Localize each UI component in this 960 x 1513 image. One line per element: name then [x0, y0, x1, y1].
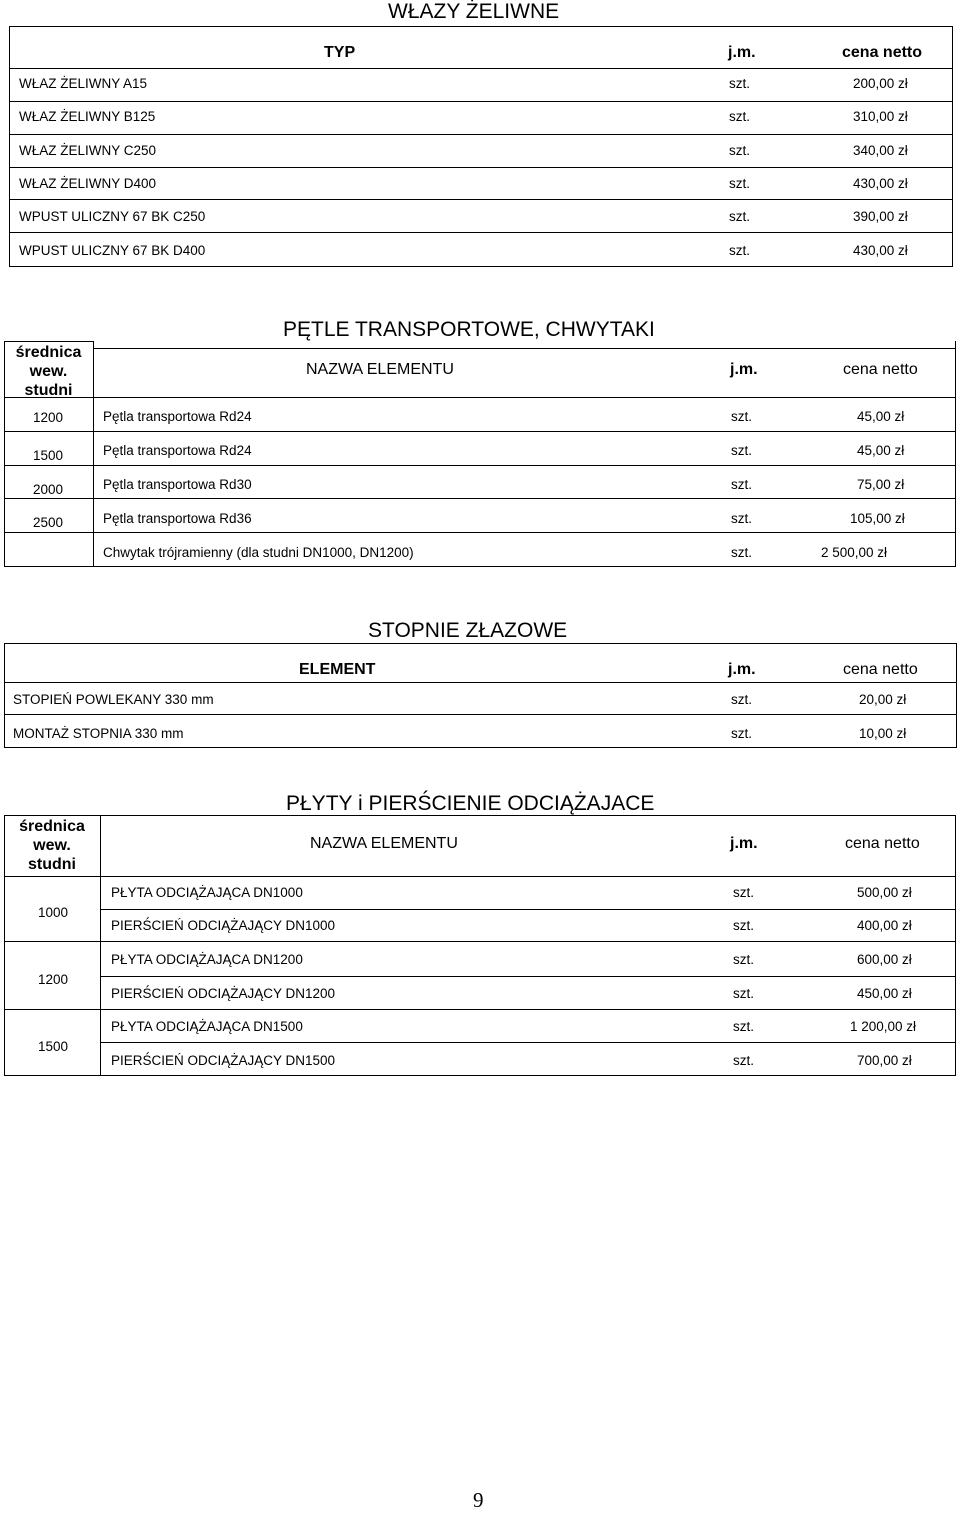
item-name: Pętla transportowa Rd24 [103, 409, 252, 424]
column-header-name: NAZWA ELEMENTU [310, 835, 458, 852]
column-header-unit: j.m. [730, 835, 758, 852]
item-price: 450,00 zł [857, 986, 912, 1001]
item-name: STOPIEŃ POWLEKANY 330 mm [13, 692, 214, 707]
item-name: Pętla transportowa Rd30 [103, 477, 252, 492]
item-unit: szt. [731, 545, 753, 560]
item-unit: szt. [729, 76, 751, 91]
item-name: WŁAZ ŻELIWNY B125 [19, 109, 156, 124]
item-name: WŁAZ ŻELIWNY C250 [19, 143, 157, 158]
item-price: 105,00 zł [850, 511, 905, 526]
item-name: WPUST ULICZNY 67 BK D400 [19, 243, 206, 258]
item-name: MONTAŻ STOPNIA 330 mm [13, 726, 184, 741]
item-unit: szt. [729, 176, 751, 191]
column-header-type: TYP [324, 44, 356, 61]
column-header-unit: j.m. [728, 44, 756, 61]
item-name: WŁAZ ŻELIWNY A15 [19, 76, 148, 91]
item-price: 500,00 zł [857, 885, 912, 900]
item-diameter: 1000 [38, 905, 69, 920]
item-unit: szt. [731, 409, 753, 424]
item-price: 75,00 zł [857, 477, 905, 492]
item-unit: szt. [733, 986, 755, 1001]
column-header-name: ELEMENT [299, 661, 376, 678]
item-name: Pętla transportowa Rd36 [103, 511, 252, 526]
item-name: Pętla transportowa Rd24 [103, 443, 252, 458]
item-price: 310,00 zł [853, 109, 908, 124]
item-unit: szt. [731, 477, 753, 492]
column-header-diameter: średnica wew. studni [15, 344, 82, 399]
item-name: PŁYTA ODCIĄŻAJĄCA DN1500 [111, 1019, 303, 1034]
item-price: 10,00 zł [859, 726, 907, 741]
column-header-price: cena netto [843, 661, 918, 678]
item-price: 700,00 zł [857, 1053, 912, 1068]
item-unit: szt. [729, 243, 751, 258]
item-unit: szt. [733, 918, 755, 933]
item-unit: szt. [729, 209, 751, 224]
column-header-price: cena netto [845, 835, 920, 852]
item-name: WPUST ULICZNY 67 BK C250 [19, 209, 206, 224]
column-header-price: cena netto [842, 44, 923, 61]
section-title-stopnie: STOPNIE ZŁAZOWE [368, 619, 568, 642]
item-price: 45,00 zł [857, 409, 905, 424]
item-price: 340,00 zł [853, 143, 908, 158]
item-unit: szt. [731, 443, 753, 458]
item-unit: szt. [731, 511, 753, 526]
item-name: PIERŚCIEŃ ODCIĄŻAJĄCY DN1500 [111, 1053, 336, 1068]
section-title-wlazy: WŁAZY ŻELIWNE [388, 0, 560, 23]
item-price: 430,00 zł [853, 176, 908, 191]
column-header-unit: j.m. [730, 361, 758, 378]
item-diameter: 1500 [33, 448, 64, 463]
item-price: 400,00 zł [857, 918, 912, 933]
item-diameter: 1200 [33, 410, 64, 425]
item-name: PIERŚCIEŃ ODCIĄŻAJĄCY DN1000 [111, 918, 336, 933]
item-name: PŁYTA ODCIĄŻAJĄCA DN1000 [111, 885, 303, 900]
item-price: 430,00 zł [853, 243, 908, 258]
item-price: 390,00 zł [853, 209, 908, 224]
item-diameter: 2000 [33, 482, 64, 497]
item-name: Chwytak trójramienny (dla studni DN1000, DN1200) [103, 545, 414, 560]
item-unit: szt. [729, 109, 751, 124]
item-diameter: 1500 [38, 1039, 69, 1054]
page-number: 9 [473, 1488, 484, 1512]
item-diameter: 1200 [38, 972, 69, 987]
item-unit: szt. [733, 1053, 755, 1068]
item-unit: szt. [729, 143, 751, 158]
item-unit: szt. [731, 692, 753, 707]
item-unit: szt. [733, 1019, 755, 1034]
column-header-diameter: średnica wew. studni [19, 818, 85, 873]
item-price: 200,00 zł [853, 76, 908, 91]
item-price: 20,00 zł [859, 692, 907, 707]
item-unit: szt. [733, 885, 755, 900]
column-header-name: NAZWA ELEMENTU [306, 361, 454, 378]
item-price: 45,00 zł [857, 443, 905, 458]
item-price: 600,00 zł [857, 952, 912, 967]
item-diameter: 2500 [33, 515, 64, 530]
item-price: 1 200,00 zł [850, 1019, 917, 1034]
item-unit: szt. [731, 726, 753, 741]
item-name: PIERŚCIEŃ ODCIĄŻAJĄCY DN1200 [111, 986, 336, 1001]
column-header-price: cena netto [843, 361, 918, 378]
section-title-petle: PĘTLE TRANSPORTOWE, CHWYTAKI [283, 318, 655, 341]
item-name: PŁYTA ODCIĄŻAJĄCA DN1200 [111, 952, 303, 967]
item-unit: szt. [733, 952, 755, 967]
item-price: 2 500,00 zł [821, 545, 888, 560]
item-name: WŁAZ ŻELIWNY D400 [19, 176, 157, 191]
section-title-plyty: PŁYTY i PIERŚCIENIE ODCIĄŻAJACE [286, 792, 655, 815]
column-header-unit: j.m. [728, 661, 756, 678]
